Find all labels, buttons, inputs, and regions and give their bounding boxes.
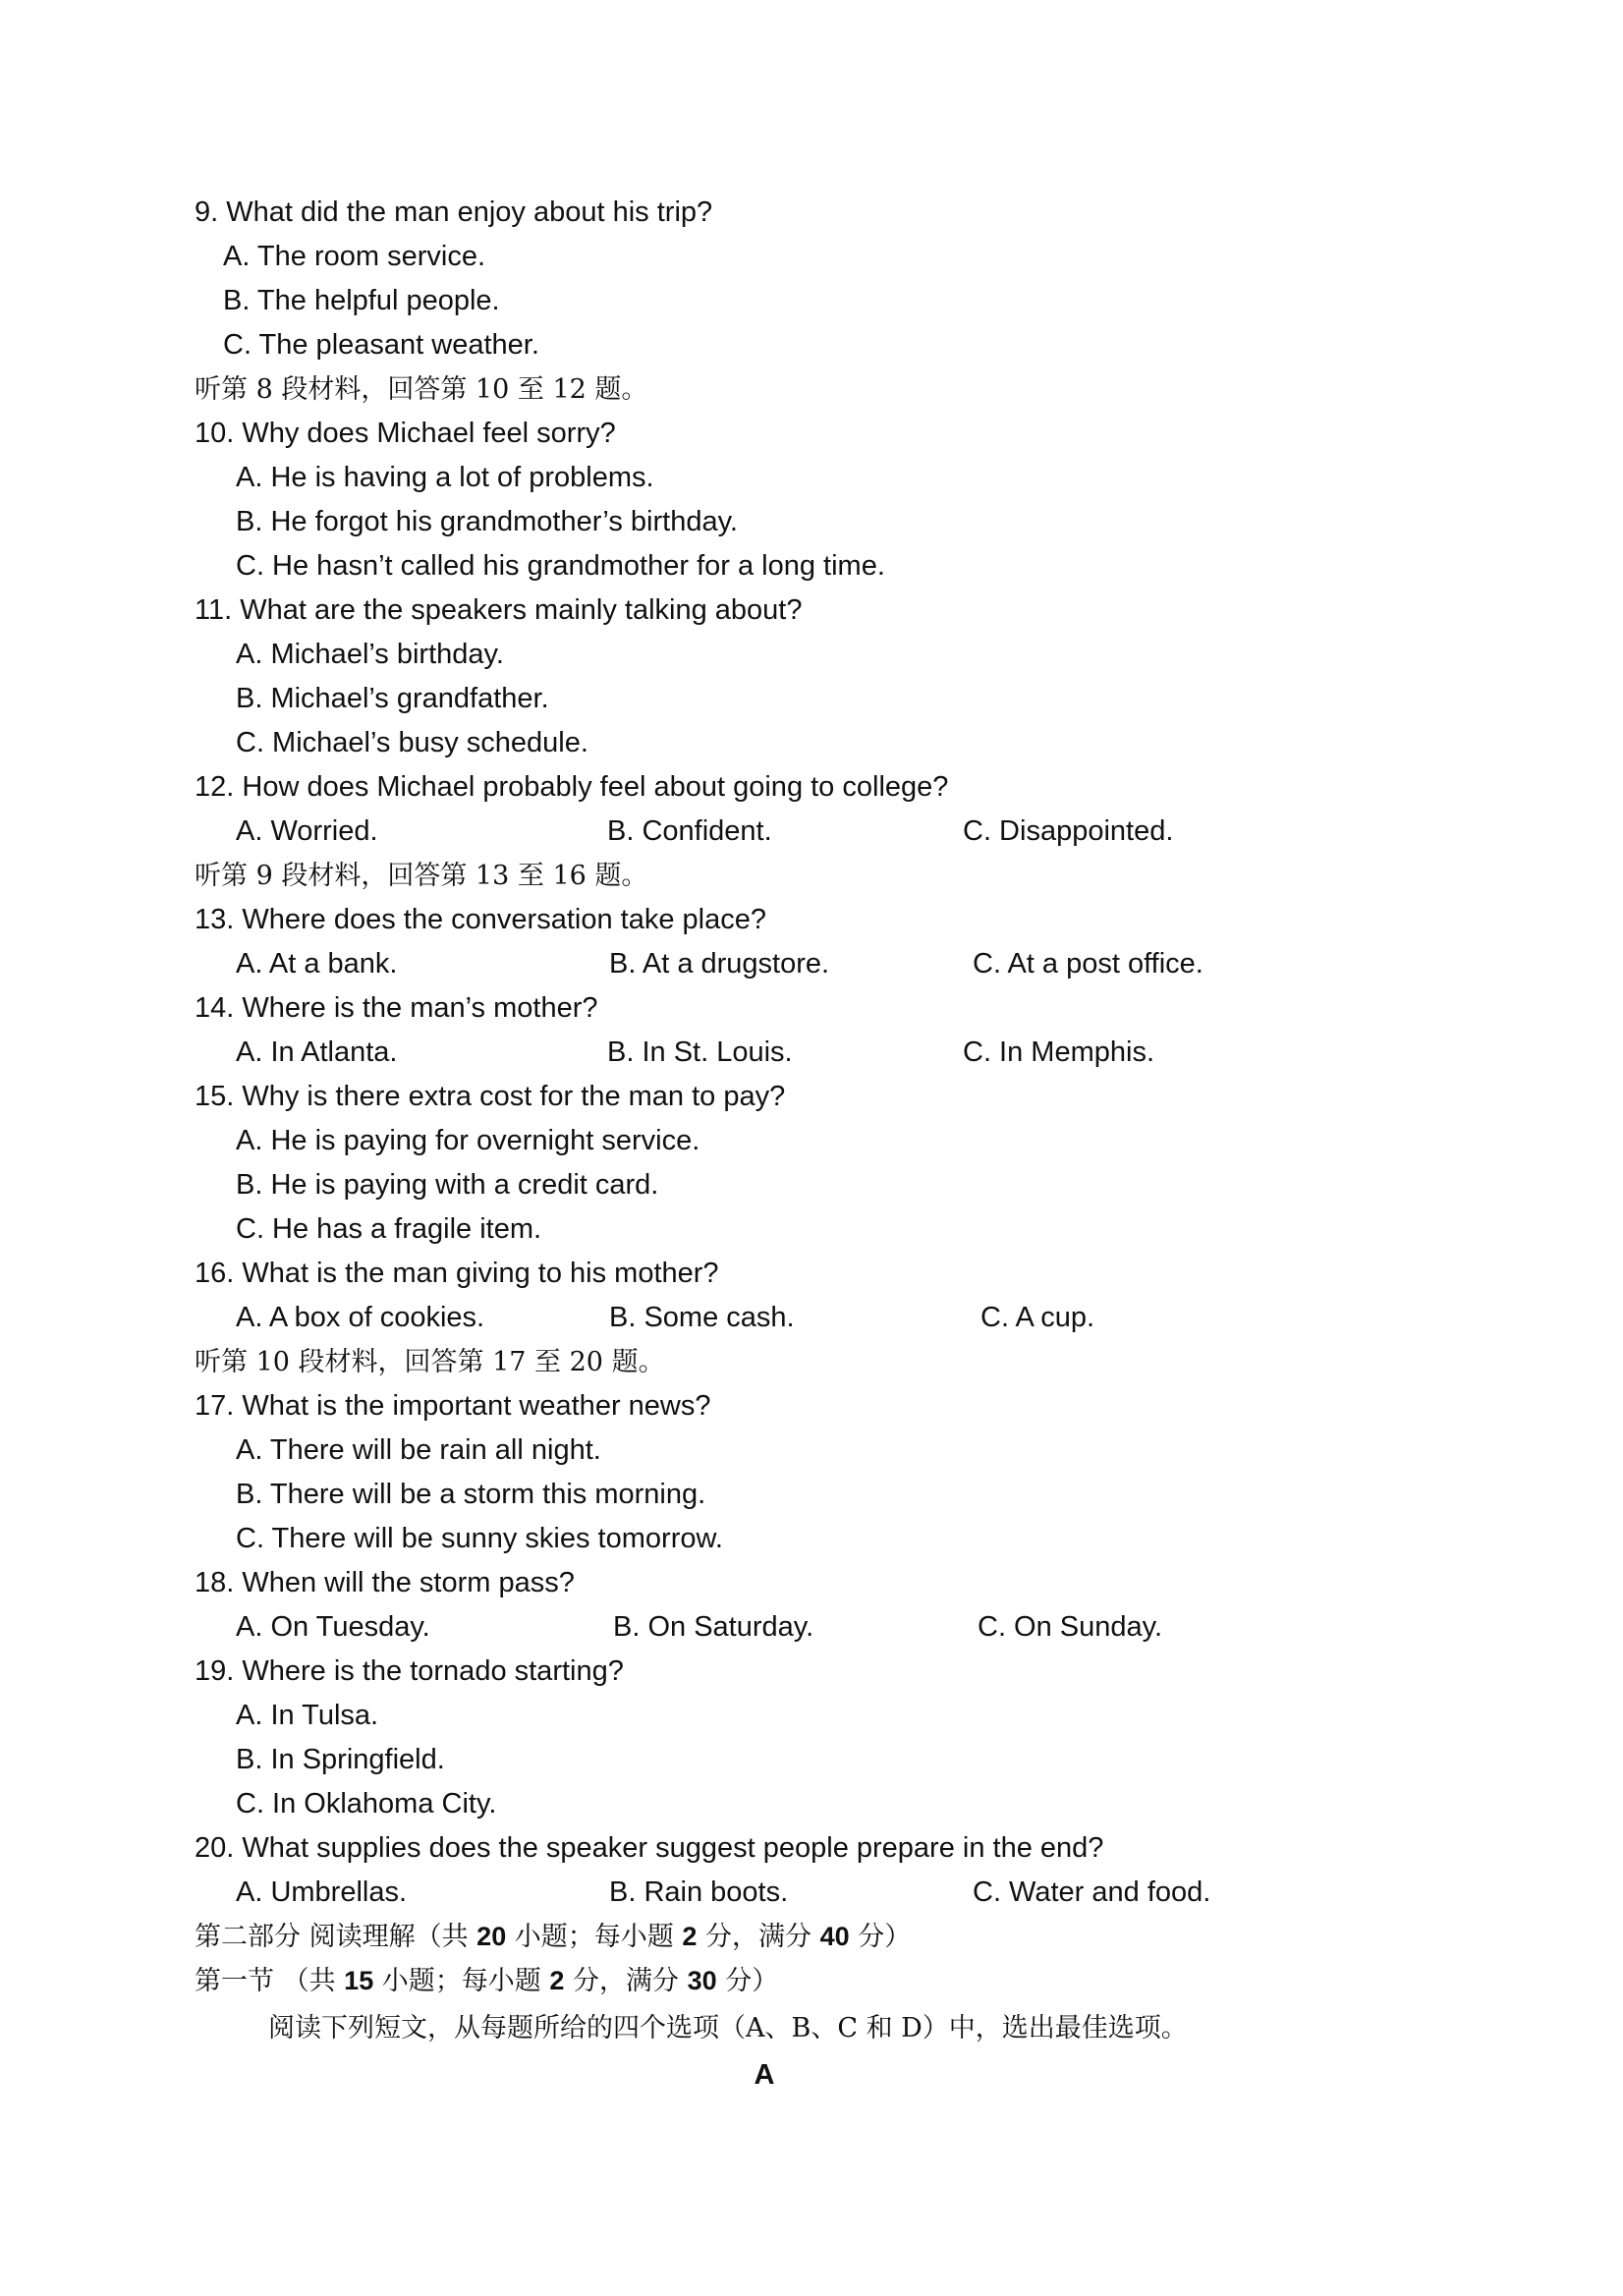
question-17: 17. What is the important weather news? bbox=[195, 1390, 711, 1422]
question-14: 14. Where is the man’s mother? bbox=[195, 992, 598, 1024]
option-19a: A. In Tulsa. bbox=[236, 1700, 379, 1731]
segment-10-heading: 听第 10 段材料，回答第 17 至 20 题。 bbox=[195, 1347, 665, 1377]
option-16a: A. A box of cookies. bbox=[236, 1302, 485, 1333]
part-2-heading: 第二部分 阅读理解（共 20 小题；每小题 2 分，满分 40 分） bbox=[195, 1922, 912, 1952]
option-13c: C. At a post office. bbox=[973, 948, 1203, 980]
option-14c: C. In Memphis. bbox=[963, 1036, 1154, 1068]
option-9b: B. The helpful people. bbox=[223, 285, 500, 316]
segment-8-heading: 听第 8 段材料，回答第 10 至 12 题。 bbox=[195, 374, 648, 405]
option-16b: B. Some cash. bbox=[609, 1302, 795, 1333]
option-10c: C. He hasn’t called his grandmother for a long time. bbox=[236, 550, 885, 582]
option-14b: B. In St. Louis. bbox=[607, 1036, 793, 1068]
option-12b: B. Confident. bbox=[607, 815, 772, 847]
section-1-heading: 第一节 （共 15 小题；每小题 2 分，满分 30 分） bbox=[195, 1966, 779, 1996]
question-16: 16. What is the man giving to his mother? bbox=[195, 1258, 719, 1289]
option-9a: A. The room service. bbox=[223, 241, 486, 272]
option-20b: B. Rain boots. bbox=[609, 1876, 789, 1908]
option-11a: A. Michael’s birthday. bbox=[236, 639, 504, 670]
option-12a: A. Worried. bbox=[236, 815, 378, 847]
option-17a: A. There will be rain all night. bbox=[236, 1434, 601, 1466]
question-18: 18. When will the storm pass? bbox=[195, 1567, 575, 1598]
reading-instruction: 阅读下列短文，从每题所给的四个选项（A、B、C 和 D）中，选出最佳选项。 bbox=[268, 2013, 1188, 2044]
option-18b: B. On Saturday. bbox=[613, 1611, 814, 1643]
option-15a: A. He is paying for overnight service. bbox=[236, 1125, 700, 1156]
option-17c: C. There will be sunny skies tomorrow. bbox=[236, 1523, 723, 1554]
option-14a: A. In Atlanta. bbox=[236, 1036, 398, 1068]
segment-9-heading: 听第 9 段材料，回答第 13 至 16 题。 bbox=[195, 861, 648, 891]
question-19: 19. Where is the tornado starting? bbox=[195, 1655, 624, 1687]
option-9c: C. The pleasant weather. bbox=[223, 329, 539, 361]
option-15c: C. He has a fragile item. bbox=[236, 1213, 542, 1245]
question-10: 10. Why does Michael feel sorry? bbox=[195, 418, 616, 449]
option-18a: A. On Tuesday. bbox=[236, 1611, 430, 1643]
option-17b: B. There will be a storm this morning. bbox=[236, 1479, 706, 1510]
option-20c: C. Water and food. bbox=[973, 1876, 1211, 1908]
option-13b: B. At a drugstore. bbox=[609, 948, 830, 980]
option-19b: B. In Springfield. bbox=[236, 1744, 445, 1775]
option-16c: C. A cup. bbox=[980, 1302, 1095, 1333]
option-11b: B. Michael’s grandfather. bbox=[236, 683, 549, 714]
option-19c: C. In Oklahoma City. bbox=[236, 1788, 497, 1820]
question-20: 20. What supplies does the speaker suggest people prepare in the end? bbox=[195, 1832, 1104, 1864]
option-10a: A. He is having a lot of problems. bbox=[236, 462, 654, 493]
option-20a: A. Umbrellas. bbox=[236, 1876, 408, 1908]
question-11: 11. What are the speakers mainly talking about? bbox=[195, 594, 803, 626]
option-13a: A. At a bank. bbox=[236, 948, 398, 980]
option-18c: C. On Sunday. bbox=[978, 1611, 1163, 1643]
question-15: 15. Why is there extra cost for the man to pay? bbox=[195, 1081, 786, 1112]
question-12: 12. How does Michael probably feel about going to college? bbox=[195, 771, 949, 803]
option-11c: C. Michael’s busy schedule. bbox=[236, 727, 588, 758]
option-10b: B. He forgot his grandmother’s birthday. bbox=[236, 506, 738, 537]
option-15b: B. He is paying with a credit card. bbox=[236, 1169, 659, 1201]
option-12c: C. Disappointed. bbox=[963, 815, 1174, 847]
passage-label: A bbox=[754, 2059, 775, 2091]
question-13: 13. Where does the conversation take place? bbox=[195, 904, 766, 935]
question-9: 9. What did the man enjoy about his trip? bbox=[195, 196, 713, 228]
